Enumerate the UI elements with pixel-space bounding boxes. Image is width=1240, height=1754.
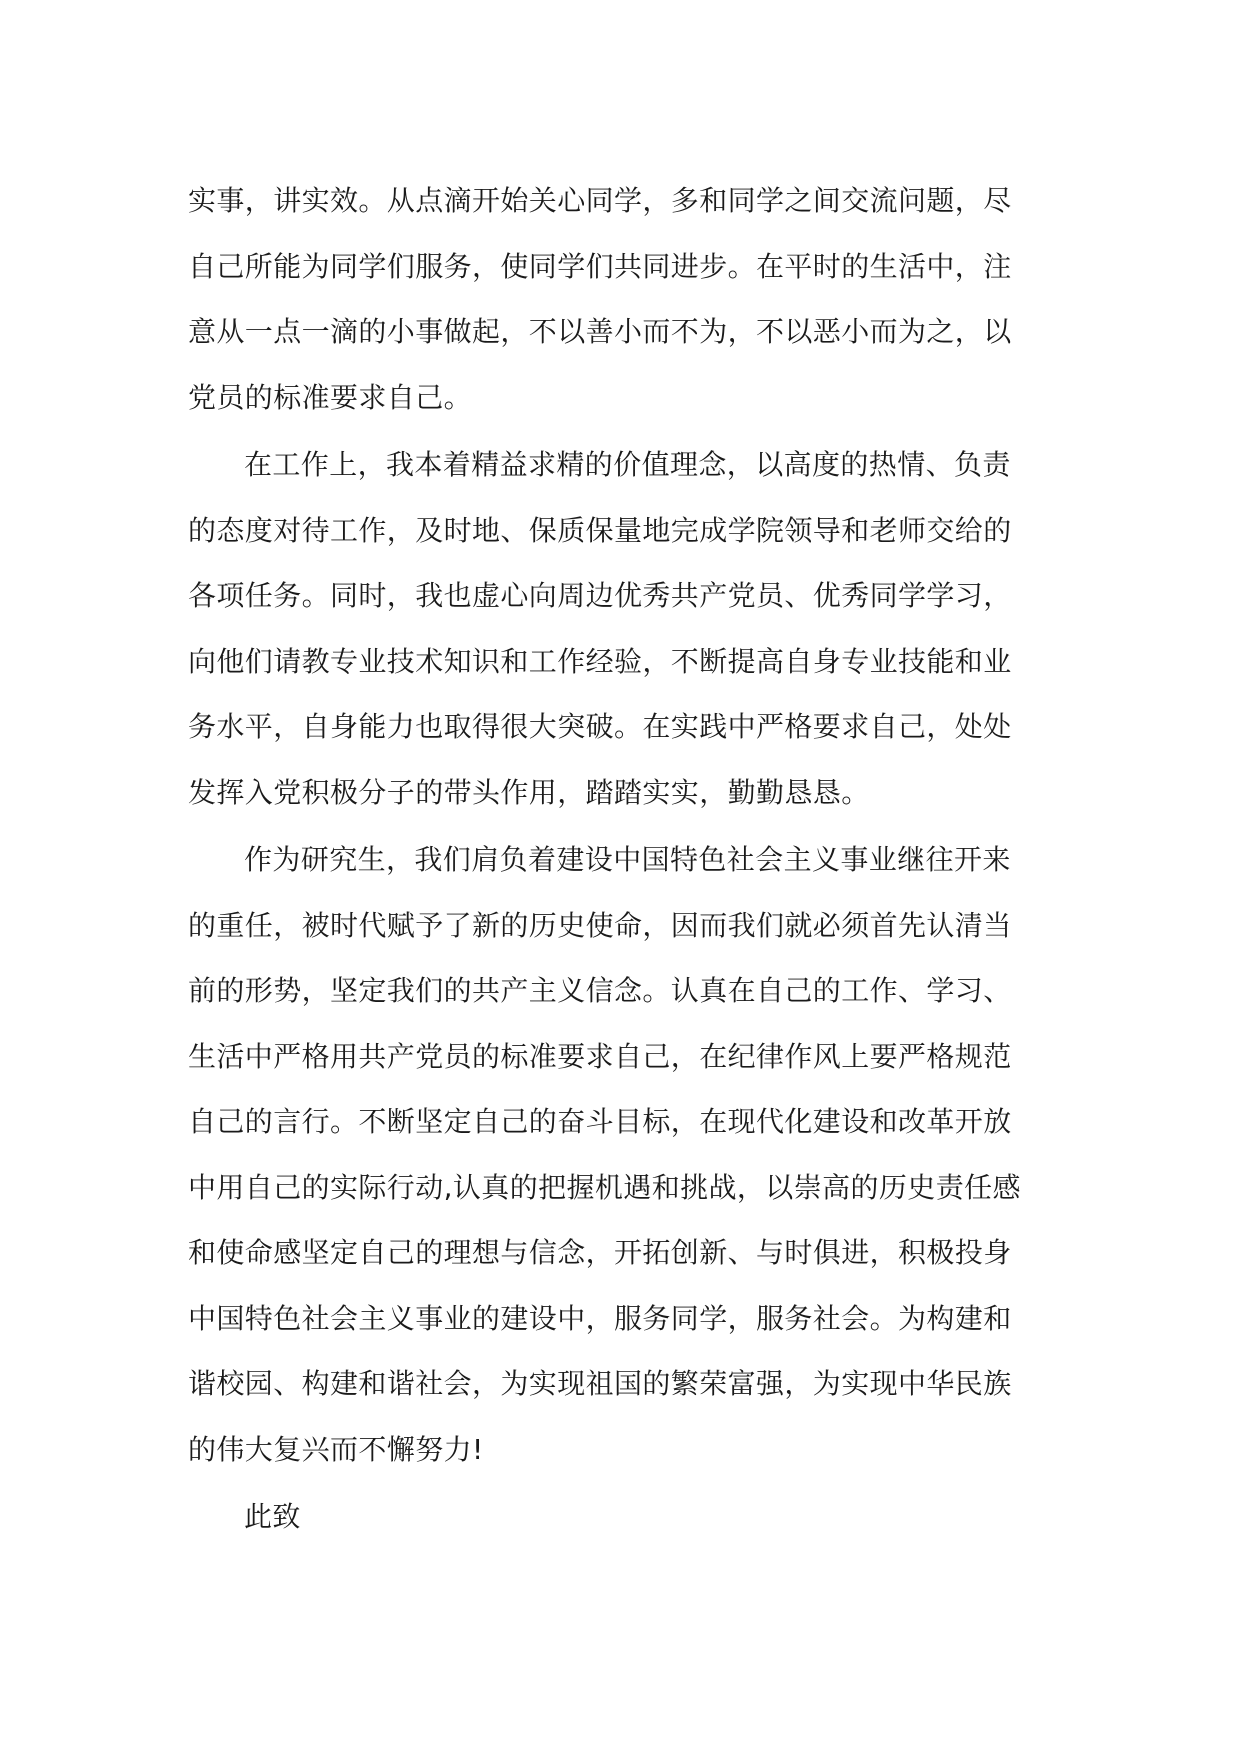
text-line: 和使命感坚定自己的理想与信念，开拓创新、与时俱进，积极投身	[188, 1236, 1012, 1269]
text-line: 作为研究生，我们肩负着建设中国特色社会主义事业继往开来	[244, 843, 1011, 876]
text-line: 务水平，自身能力也取得很大突破。在实践中严格要求自己，处处	[188, 710, 1012, 743]
text-line: 中国特色社会主义事业的建设中，服务同学，服务社会。为构建和	[188, 1301, 1012, 1335]
text-line: 谐校园、构建和谐社会，为实现祖国的繁荣富强，为实现中华民族	[188, 1367, 1012, 1400]
text-line: 发挥入党积极分子的带头作用，踏踏实实，勤勤恳恳。	[188, 775, 870, 809]
text-line: 向他们请教专业技术知识和工作经验，不断提高自身专业技能和业	[188, 644, 1012, 678]
paragraph-3	[188, 827, 1048, 1482]
closing-salutation	[188, 1484, 1048, 1550]
text-line: 生活中严格用共产党员的标准要求自己，在纪律作风上要严格规范	[188, 1039, 1012, 1073]
text-line: 各项任务。同时，我也虚心向周边优秀共产党员、优秀同学学习，	[188, 579, 1012, 612]
text-line: 前的形势，坚定我们的共产主义信念。认真在自己的工作、学习、	[188, 974, 1012, 1007]
text-line: 意从一点一滴的小事做起，不以善小而不为，不以恶小而为之，以	[188, 315, 1012, 348]
text-line: 的伟大复兴而不懈努力!	[188, 1432, 484, 1466]
paragraph-1	[188, 168, 1048, 430]
document-body	[188, 168, 1048, 1550]
text-line: 党员的标准要求自己。	[188, 380, 473, 414]
text-line: 在工作上，我本着精益求精的价值理念，以高度的热情、负责	[244, 448, 1011, 481]
text-line: 自己的言行。不断坚定自己的奋斗目标，在现代化建设和改革开放	[188, 1105, 1012, 1138]
text-line: 中用自己的实际行动,认真的把握机遇和挑战，以崇高的历史责任感	[188, 1170, 1021, 1204]
text-line: 实事，讲实效。从点滴开始关心同学，多和同学之间交流问题，尽	[188, 184, 1012, 217]
paragraph-2	[188, 432, 1048, 825]
text-line: 的态度对待工作，及时地、保质保量地完成学院领导和老师交给的	[188, 513, 1012, 547]
text-line: 此致	[244, 1500, 301, 1533]
text-line: 自己所能为同学们服务，使同学们共同进步。在平时的生活中，注	[188, 249, 1012, 283]
text-line: 的重任，被时代赋予了新的历史使命，因而我们就必须首先认清当	[188, 908, 1012, 942]
